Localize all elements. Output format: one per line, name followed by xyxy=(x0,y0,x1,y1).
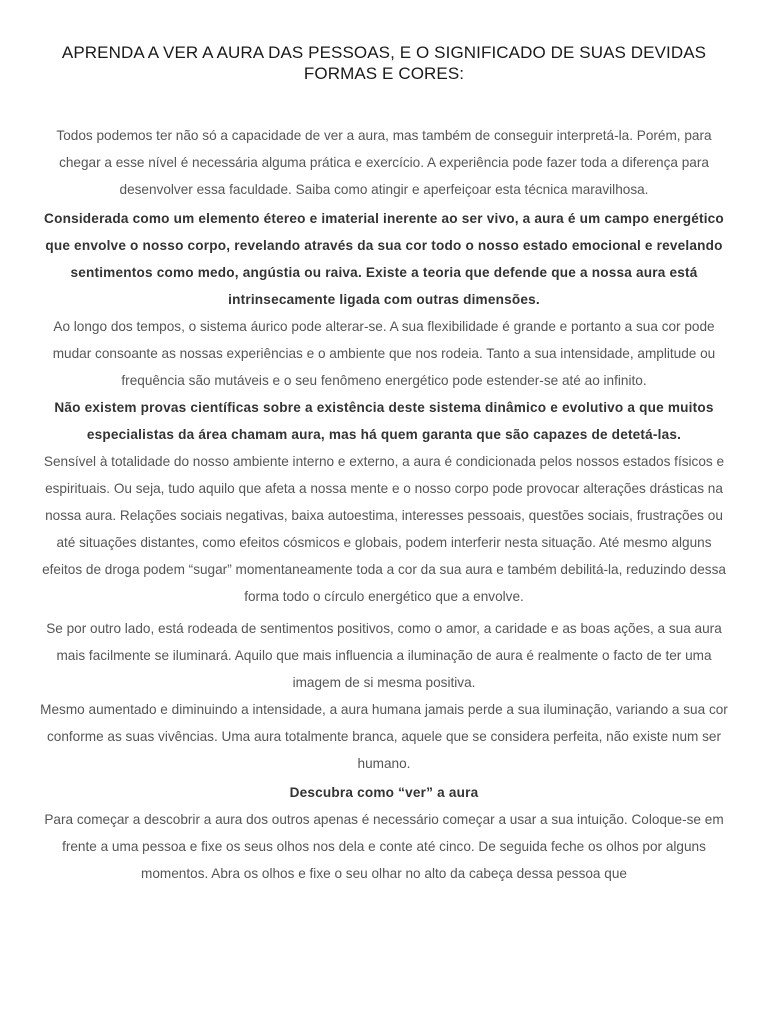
document-body xyxy=(40,122,728,887)
aura-change-paragraph: Ao longo dos tempos, o sistema áurico pode alterar-se. A sua flexibilidade é grande e portanto a sua cor pode mudar consoante as nossas experiências e o ambiente que nos rodeia. Tanto a sua intensidade, amplitude ou frequência são mutáveis e o seu fenômeno energético pode estender-se até ao infinito. xyxy=(52,319,716,388)
environment-paragraph: Sensível à totalidade do nosso ambiente interno e externo, a aura é condicionada pelos nossos estados físicos e espirituais. Ou seja, tudo aquilo que afeta a nossa mente e o nosso corpo pode provocar alterações drásticas na nossa aura. Relações sociais negativas, baixa autoestima, interesses pessoais, questões sociais, frustrações ou até situações distantes, como efeitos cósmicos e globais, podem interferir nesta situação. Até mesmo alguns efeitos de droga podem “sugar” momentaneamente toda a cor da sua aura e também debilitá-la, reduzindo dessa forma todo o círculo energético que a envolve. xyxy=(42,454,726,604)
intro-paragraph: Todos podemos ter não só a capacidade de ver a aura, mas também de conseguir interpretá-la. Porém, para chegar a esse nível é necessária alguma prática e exercício. A experiência pode fazer toda a diferença para desenvolver essa faculdade. Saiba como atingir e aperfeiçoar esta técnica maravilhosa. xyxy=(56,128,712,197)
how-to-see-paragraph: Para começar a descobrir a aura dos outros apenas é necessário começar a usar a sua intuição. Coloque-se em frente a uma pessoa e fixe os seus olhos nos dela e conte até cinco. De seguida feche os olhos por alguns momentos. Abra os olhos e fixe o seu olhar no alto da cabeça dessa pessoa que xyxy=(44,812,724,881)
aura-definition-paragraph: Considerada como um elemento étereo e imaterial inerente ao ser vivo, a aura é um campo energético que envolve o nosso corpo, revelando através da sua cor todo o nosso estado emocional e revelando sentimentos como medo, angústia ou raiva. Existe a teoria que defende que a nossa aura está intrinsecamente ligada com outras dimensões. xyxy=(44,211,724,307)
document-title: APRENDA A VER A AURA DAS PESSOAS, E O SIGNIFICADO DE SUAS DEVIDAS FORMAS E CORES: xyxy=(61,43,707,83)
section-heading: Descubra como “ver” a aura xyxy=(289,785,479,800)
illumination-paragraph: Mesmo aumentado e diminuindo a intensidade, a aura humana jamais perde a sua iluminação, variando a sua cor conforme as suas vivências. Uma aura totalmente branca, aquele que se considera perfeita, não existe num ser humano. xyxy=(40,702,728,771)
positive-feelings-paragraph: Se por outro lado, está rodeada de sentimentos positivos, como o amor, a caridade e as boas ações, a sua aura mais facilmente se iluminará. Aquilo que mais influencia a iluminação de aura é realmente o facto de ter uma imagem de si mesma positiva. xyxy=(46,621,722,690)
scientific-proof-paragraph: Não existem provas científicas sobre a existência deste sistema dinâmico e evolutivo a que muitos especialistas da área chamam aura, mas há quem garanta que são capazes de detetá-las. xyxy=(54,400,714,442)
